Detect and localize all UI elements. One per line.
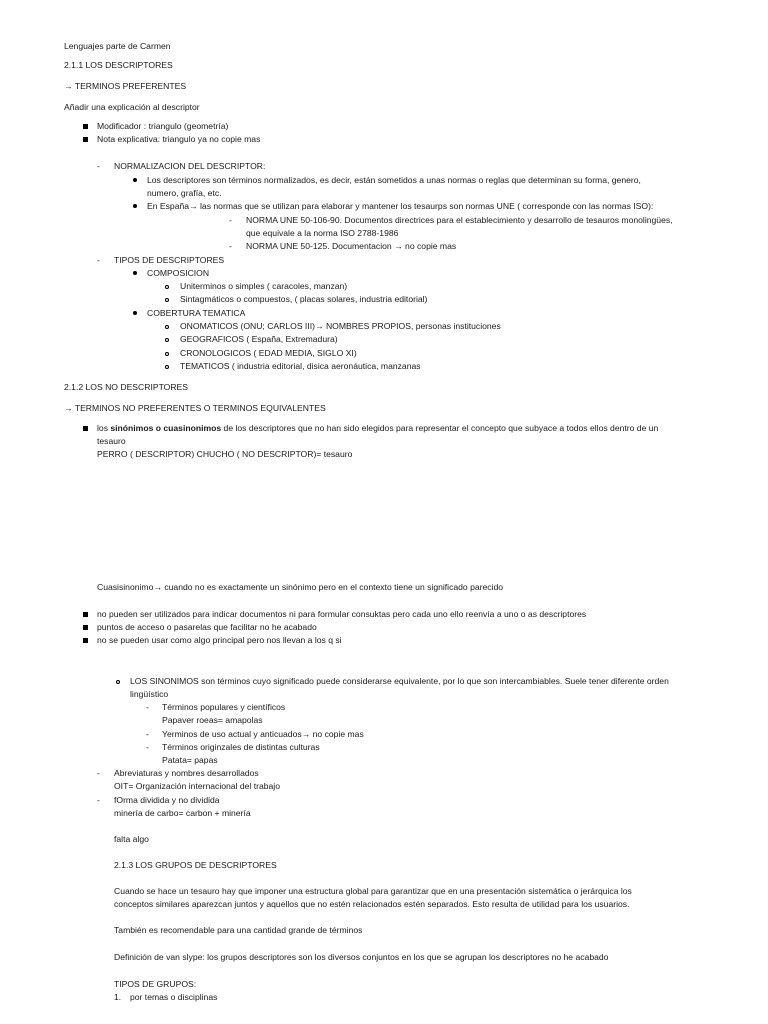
list-item: puntos de acceso o pasarelas que facilitar no he acabado	[97, 622, 317, 632]
paragraph-cont: conceptos similares aparezcan juntos y aquellos que no estén relacionados estén separados. Esto resulta de utilidad para los usuarios.	[114, 899, 630, 909]
bullet-circle-icon	[165, 285, 169, 289]
dash-bullet: -	[97, 255, 100, 265]
terminos-no-preferentes: → TERMINOS NO PREFERENTES O TERMINOS EQUIVALENTES	[64, 403, 326, 413]
list-item: TIPOS DE DESCRIPTORES	[114, 255, 225, 265]
list-item: TEMATICOS ( industria editorial, disica aeronáutica, manzanas	[180, 361, 421, 371]
list-item: por temas o disciplinas	[130, 992, 218, 1002]
bullet-square-icon	[83, 612, 88, 617]
bullet-circle-icon	[165, 325, 169, 329]
list-item-cont: Patata= papas	[162, 755, 218, 765]
paragraph: Definición de van slype: los grupos descriptores son los diversos conjuntos en los que se agrupan los descriptores no he acabado	[114, 952, 609, 962]
paragraph: TIPOS DE GRUPOS:	[114, 979, 197, 989]
paragraph: falta algo	[114, 834, 149, 844]
list-item-cont: Papaver roeas= amapolas	[162, 715, 263, 725]
dash-bullet: -	[97, 768, 100, 778]
list-item: GEOGRAFICOS ( España, Extremadura)	[180, 334, 338, 344]
bullet-dot-icon	[133, 271, 137, 275]
list-item-cont: minería de carbo= carbon + minería	[114, 808, 251, 818]
list-item: Modificador : triangulo (geometría)	[97, 121, 229, 131]
list-item: En España→ las normas que se utilizan para elaborar y mantener los tesaurps son normas UNE ( corresponde con las normas ISO):	[147, 201, 654, 211]
paragraph: Cuando se hace un tesauro hay que imponer una estructura global para garantizar que en una presentación sistemática o jerárquica los	[114, 886, 632, 896]
bullet-square-icon	[83, 426, 88, 431]
list-item: Yerminos de uso actual y anticuados→ no copie mas	[162, 729, 364, 739]
heading-2-1-3: 2.1.3 LOS GRUPOS DE DESCRIPTORES	[114, 860, 277, 870]
list-item: Uniterminos o simples ( caracoles, manzan)	[180, 281, 348, 291]
list-item: LOS SINONIMOS son términos cuyo significado puede considerarse equivalente, por lo que son intercambiables. Suele tener diferente orden	[130, 676, 669, 686]
list-item: Abreviaturas y nombres desarrollados	[114, 768, 259, 778]
bullet-circle-icon	[165, 298, 169, 302]
bullet-circle-icon	[165, 338, 169, 342]
bold-text: sinónimos o cuasinonimos	[110, 423, 222, 433]
list-item: no pueden ser utilizados para indicar documentos ni para formular consuktas pero cada uno ello reenvía a uno o as descriptores	[97, 609, 587, 619]
terminos-preferentes: → TERMINOS PREFERENTES	[64, 81, 187, 91]
list-item: Los descriptores son términos normalizados, es decir, están sometidos a unas normas o reglas que determinan su forma, genero,	[147, 175, 641, 185]
dash-bullet: -	[229, 215, 232, 225]
paragraph: PERRO ( DESCRIPTOR) CHUCHO ( NO DESCRIPTOR)= tesauro	[97, 449, 353, 459]
list-item: CRONOLOGICOS ( EDAD MEDIA, SIGLO XI)	[180, 348, 357, 358]
dash-bullet: -	[146, 702, 149, 712]
list-item-cont: que equivale a la norma ISO 2788-1986	[246, 228, 399, 238]
paragraph: Añadir una explicación al descriptor	[64, 102, 200, 112]
bullet-circle-icon	[116, 680, 120, 684]
bullet-square-icon	[83, 124, 88, 129]
list-item: no se pueden usar como algo principal pero nos llevan a los q si	[97, 635, 342, 645]
bullet-dot-icon	[133, 178, 137, 182]
dash-bullet: -	[97, 161, 100, 171]
bullet-square-icon	[83, 625, 88, 630]
dash-bullet: -	[146, 729, 149, 739]
numbered-marker: 1.	[114, 992, 122, 1002]
list-item: Términos populares y científicos	[162, 702, 286, 712]
dash-bullet: -	[146, 742, 149, 752]
list-item: COMPOSICION	[147, 268, 210, 278]
list-item: NORMA UNE 50-125. Documentacion → no copie mas	[246, 241, 457, 251]
paragraph: Cuasisinonimo→ cuando no es exactamente un sinónimo pero en el contexto tiene un significado parecido	[97, 582, 504, 592]
text: los	[97, 423, 111, 433]
list-item-cont: numero, grafía, etc.	[147, 188, 222, 198]
paragraph: También es recomendable para una cantidad grande de términos	[114, 925, 363, 935]
bullet-dot-icon	[133, 204, 137, 208]
list-item: NORMALIZACION DEL DESCRIPTOR:	[114, 161, 266, 171]
text: de los descriptores que no han sido elegidos para representar el concepto que subyace a todos ellos dentro de un	[221, 423, 659, 433]
heading-2-1-2: 2.1.2 LOS NO DESCRIPTORES	[64, 382, 189, 392]
list-item: NORMA UNE 50-106-90. Documentos directrices para el establecimiento y desarrollo de tesauros monolingües,	[246, 215, 673, 225]
list-item: COBERTURA TEMATICA	[147, 308, 246, 318]
list-item-cont: tesauro	[97, 436, 126, 446]
heading-2-1-1: 2.1.1 LOS DESCRIPTORES	[64, 60, 173, 70]
list-item: Nota explicativa: triangulo ya no copie mas	[97, 134, 261, 144]
list-item: Sintagmáticos o compuestos, ( placas solares, industria editorial)	[180, 294, 428, 304]
bullet-dot-icon	[133, 311, 137, 315]
bullet-circle-icon	[165, 352, 169, 356]
list-item	[97, 423, 658, 434]
dash-bullet: -	[97, 795, 100, 805]
bullet-square-icon	[83, 137, 88, 142]
list-item: ONOMATICOS (ONU; CARLOS III)→ NOMBRES PROPIOS, personas instituciones	[180, 321, 501, 331]
doc-title: Lenguajes parte de Carmen	[64, 41, 171, 51]
dash-bullet: -	[229, 241, 232, 251]
list-item: fOrma dividida y no dividida	[114, 795, 220, 805]
list-item-cont: OIT= Organización internacional del trabajo	[114, 781, 281, 791]
list-item-cont: lingüístico	[130, 689, 169, 699]
bullet-square-icon	[83, 638, 88, 643]
list-item: Términos originzales de distintas culturas	[162, 742, 320, 752]
bullet-circle-icon	[165, 365, 169, 369]
